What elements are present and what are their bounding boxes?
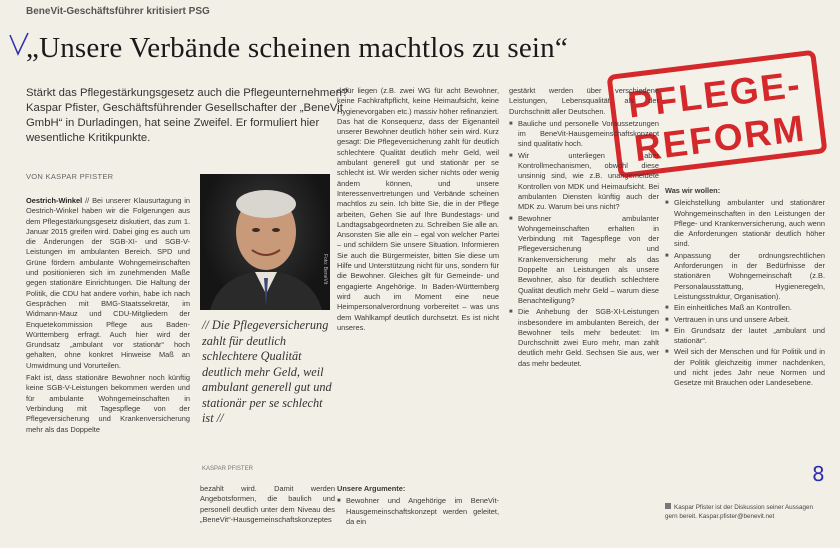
argument-list	[509, 119, 659, 369]
column-2-continued	[200, 484, 335, 540]
paragraph: bezahlt wird. Damit werden Angebotsformen, die baulich und personell deutlich unter dem Niveau des „BeneVit“-Hausgemeinschaftskonzeptes	[200, 484, 335, 524]
paragraph: gestärkt werden über verschiedene Leistungen, Lebensqualität als der Durchschnitt aller Deutschen.	[509, 86, 659, 116]
list-item: ■ Vertrauen in uns und unsere Arbeit.	[674, 315, 825, 325]
list-item: ■ Bauliche und personelle Voraussetzungen im BeneVit-Hausgemeinschaftskonzept sind qualitativ hoch.	[518, 119, 659, 150]
dateline: Oestrich-Winkel	[26, 196, 83, 205]
headline: „Unsere Verbände scheinen machtlos zu sein“	[26, 32, 568, 64]
list-item: ■ Gleichstellung ambulanter und stationärer Wohngemeinschaften in den Leistungen der Pflege- und Krankenversicherung, auch wenn die Anforderungen stationär deutlich höher sind.	[674, 198, 825, 249]
stamp-line-1: PFLEGE-	[625, 63, 804, 126]
section-subhead: Was wir wollen:	[665, 186, 721, 195]
list-item: ■ Ein Grundsatz der lautet „ambulant und stationär“.	[674, 326, 825, 347]
list-item: ■ Anpassung der ordnungsrechtlichen Anforderungen in der Bedürfnisse der stationären Wohngemeinschaft (z.B. Personalausstattung, Hygieneregeln, Leistungsstruktur, Organisation).	[674, 251, 825, 302]
argument-list	[337, 496, 499, 527]
list-item: ■ Wir unterliegen aber Kontrollmechanismen, obwohl diese unsinnig sind, wie z.B. unangemeldete Kontrollen von MDK und Heimaufsicht. Bei ambulanten Diensten künftig auch der MDK zu. Warum bei uns nicht?	[518, 151, 659, 213]
quote-source: KASPAR PFISTER	[202, 466, 253, 472]
portrait-figure-icon	[200, 174, 330, 310]
list-item: ■ Bewohner und Angehörige im BeneVit-Hausgemeinschaftskonzept werden geleitet, da ein	[346, 496, 499, 527]
column-1	[26, 196, 190, 536]
paragraph: Fakt ist, dass stationäre Bewohner noch künftig keine SGB-V-Leistungen bekommen werden und für ambulante Wohngemeinschaften in Verbindung mit Tagespflege von der Pflegeversicherung und Krankenversicherung mehr als das Doppelte	[26, 373, 190, 434]
arguments-section	[337, 484, 499, 540]
pull-quote: // Die Pflegeversicherung zahlt für deutlich schlechtere Qualität deutlich mehr Geld, weil ambulant generell gut und stationär per se schlecht ist //	[202, 318, 332, 425]
photo-credit: Foto: BeneVit	[322, 254, 328, 285]
handwritten-page-number: 8	[812, 462, 825, 486]
stamp-line-2: REFORM	[631, 107, 808, 170]
lead-paragraph: Stärkt das Pflegestärkungsgesetz auch die Pflegeunternehmen? Kaspar Pfister, Geschäftsführender Gesellschafter der „BeneVit GmbH“ in Durladingen, hat seine Zweifel. Er formuliert hier wesentliche Kritikpunkte.	[26, 87, 349, 144]
byline: VON KASPAR PFISTER	[26, 172, 114, 181]
list-item: ■ Bewohner ambulanter Wohngemeinschaften erhalten in Verbindung mit Tagespflege von der Pflegeversicherung und Krankenversicherung mehr als das Doppelte an Leistungen als unsere Bewohner, also für deutlich schlechtere Qualität deutlich mehr Geld – warum diese Benachteiligung?	[518, 214, 659, 307]
demands-list	[665, 198, 825, 388]
author-note: Kaspar Pfister ist der Diskussion seiner Aussagen gern bereit. Kaspar.pfister@benevit.net	[665, 504, 813, 520]
column-2	[337, 86, 499, 458]
section-subhead: Unsere Argumente:	[337, 484, 406, 493]
list-item: ■ Ein einheitliches Maß an Kontrollen.	[674, 303, 825, 313]
portrait-photo	[200, 174, 330, 310]
column-4	[665, 186, 825, 536]
list-item: ■ Weil sich der Menschen und für Politik und in der Politik gleichzeitig immer nachdenken, und nicht jedes Jahr neue Normen und Gesetze mit Brauchen oder Landesebene.	[674, 347, 825, 388]
paragraph: Oestrich-Winkel // Bei unserer Klausurtagung in Oestrich-Winkel haben wir die Folgerungen aus dem Pflegestärkungsgesetz diskutiert, das zum 1. Januar 2015 greifen wird. Dabei ging es auch um die Änderungen der SGB-XI- und SGB-V-Leistungen im ambulanten Bereich. SPD und Grüne fördern ambulante Wohngemeinschaften und positionieren sich im zunehmenden Maße gegen stationäre Einrichtungen. Die Haltung der Politik, die CDU hat andere vorhin, habe ich nach Gesprächen mit BMG-Staatssekretär, im Widmann-Mauz und CDU-Mitgliedern der Enquetekommission Pflege aus Baden-Württemberg erfragt. Auch hier wird der Grundsatz „ambulant vor stationär“ hoch gehalten, ohne konkret Hinweise Maß an Umwidmung und Vorurteilen.	[26, 196, 190, 370]
square-bullet-icon	[665, 503, 671, 509]
kicker: BeneVit-Geschäftsführer kritisiert PSG	[26, 6, 210, 17]
list-item: ■ Die Anhebung der SGB-XI-Leistungen insbesondere im ambulanten Bereich, der Bewohner teils mehr bedeutet: Im Durchschnitt zwei Euro mehr, man zahlt deutlich mehr Geld. Sechsen Sie aus, wer das mehr bedeutet.	[518, 307, 659, 369]
column-3	[509, 86, 659, 536]
paragraph: dafür liegen (z.B. zwei WG für acht Bewohner, keine Fachkraftpflicht, keine Heimaufsicht, keine Hygienevorgaben etc.) massiv höher refinanziert. Das hat die Konsequenz, dass der Eigenanteil unserer Bewohner deutlich höher sein wird. Kurz gesagt: Die Pflegeversicherung zahlt für deutlich schlechtere Qualität deutlich mehr Geld, weil ambulant generell gut und stationär per se schlecht ist. Wir werden sicher nichts oder wenig ändern können, und unsere Interessenvertretungen und Verbände scheinen machtlos zu sein. Ich bitte Sie, die in der Pflege arbeiten, Gehen Sie auf Ihre Bundestags- und Landtagsabgeordneten zu. Schreiben Sie alle an. Ansonsten Sie alle ein – egal von welcher Partei – und schildern Sie unsere Situation. Informieren Sie auch die Bürgermeister, bitten Sie diese um Hilfe und Unterstützung nicht für uns, sondern für die Bewohner. Gleiches gilt für Gemeinde- und engagierte Angehörige. In Baden-Württemberg wird auch im Moment eine neue Heimpersonalverordnung vorbereitet – was uns dem Wahlkampf deutlich durchsetzt. Es ist nicht unseres.	[337, 86, 499, 332]
